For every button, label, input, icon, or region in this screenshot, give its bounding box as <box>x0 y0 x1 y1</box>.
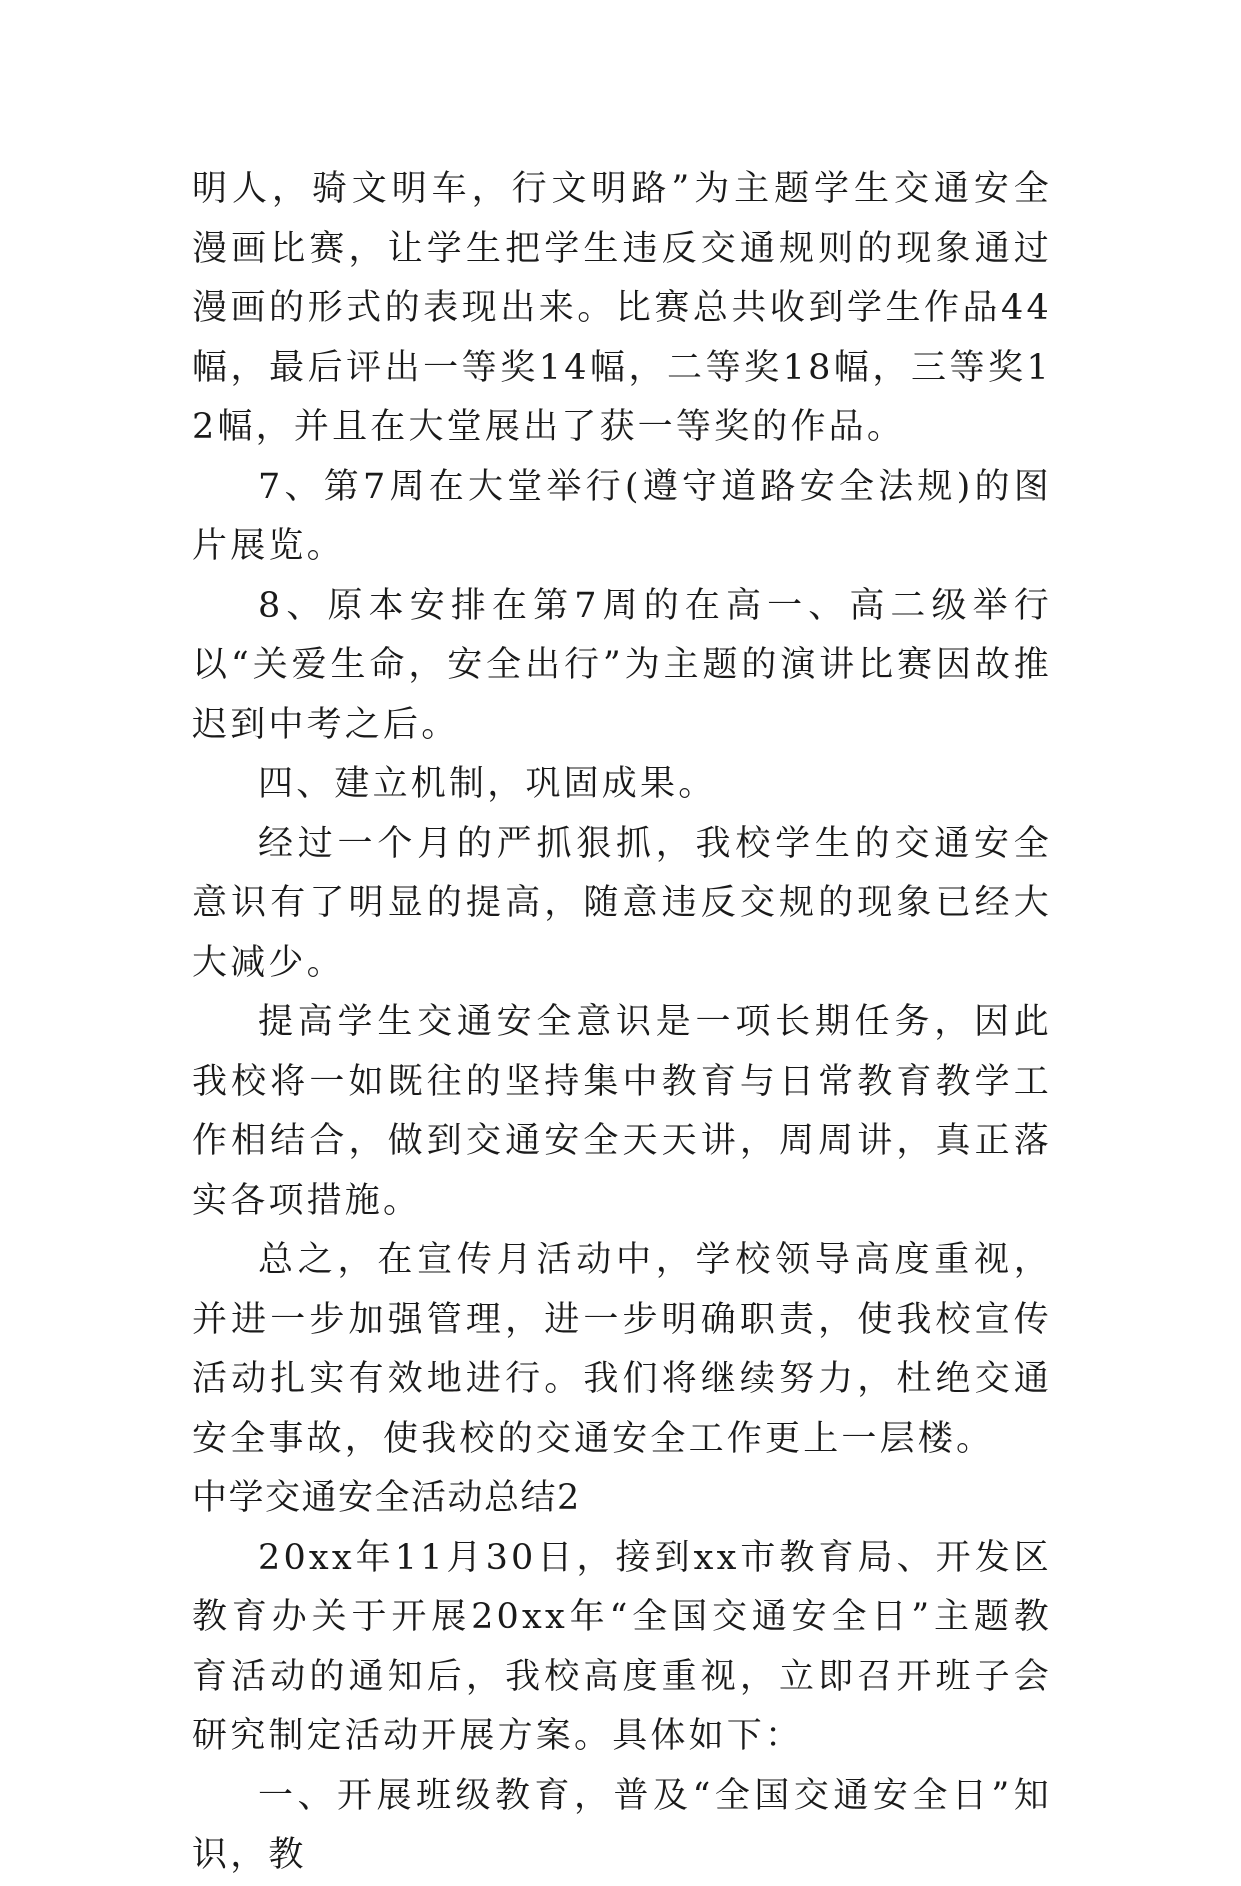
paragraph-item-8: 8、原本安排在第7周的在高一、高二级举行以“关爱生命，安全出行”为主题的演讲比赛因故推迟到中考之后。 <box>192 585 1052 745</box>
paragraph-class-education: 一、开展班级教育，普及“全国交通安全日”知识，教 <box>192 1775 1052 1875</box>
document-body <box>192 160 1052 1886</box>
paragraph-conclusion: 总之，在宣传月活动中，学校领导高度重视，并进一步加强管理，进一步明确职责，使我校宣传活动扎实有效地进行。我们将继续努力，杜绝交通安全事故，使我校的交通安全工作更上一层楼。 <box>192 1240 1052 1459</box>
paragraph-results: 经过一个月的严抓狠抓，我校学生的交通安全意识有了明显的提高，随意违反交规的现象已经大大减少。 <box>192 823 1052 983</box>
paragraph-long-term-task: 提高学生交通安全意识是一项长期任务，因此我校将一如既往的坚持集中教育与日常教育教学工作相结合，做到交通安全天天讲，周周讲，真正落实各项措施。 <box>192 1002 1052 1221</box>
paragraph-section-four-heading: 四、建立机制，巩固成果。 <box>258 764 717 804</box>
section-title: 中学交通安全活动总结2 <box>192 1478 581 1518</box>
paragraph-notice-received: 20xx年11月30日，接到xx市教育局、开发区教育办关于开展20xx年“全国交通安全日”主题教育活动的通知后，我校高度重视，立即召开班子会研究制定活动开展方案。具体如下： <box>192 1537 1052 1756</box>
paragraph-item-7: 7、第7周在大堂举行(遵守道路安全法规)的图片展览。 <box>192 466 1052 566</box>
paragraph-comic-contest: 明人，骑文明车，行文明路”为主题学生交通安全漫画比赛，让学生把学生违反交通规则的现象通过漫画的形式的表现出来。比赛总共收到学生作品44幅，最后评出一等奖14幅，二等奖18幅，三等奖12幅，并且在大堂展出了获一等奖的作品。 <box>192 169 1052 447</box>
